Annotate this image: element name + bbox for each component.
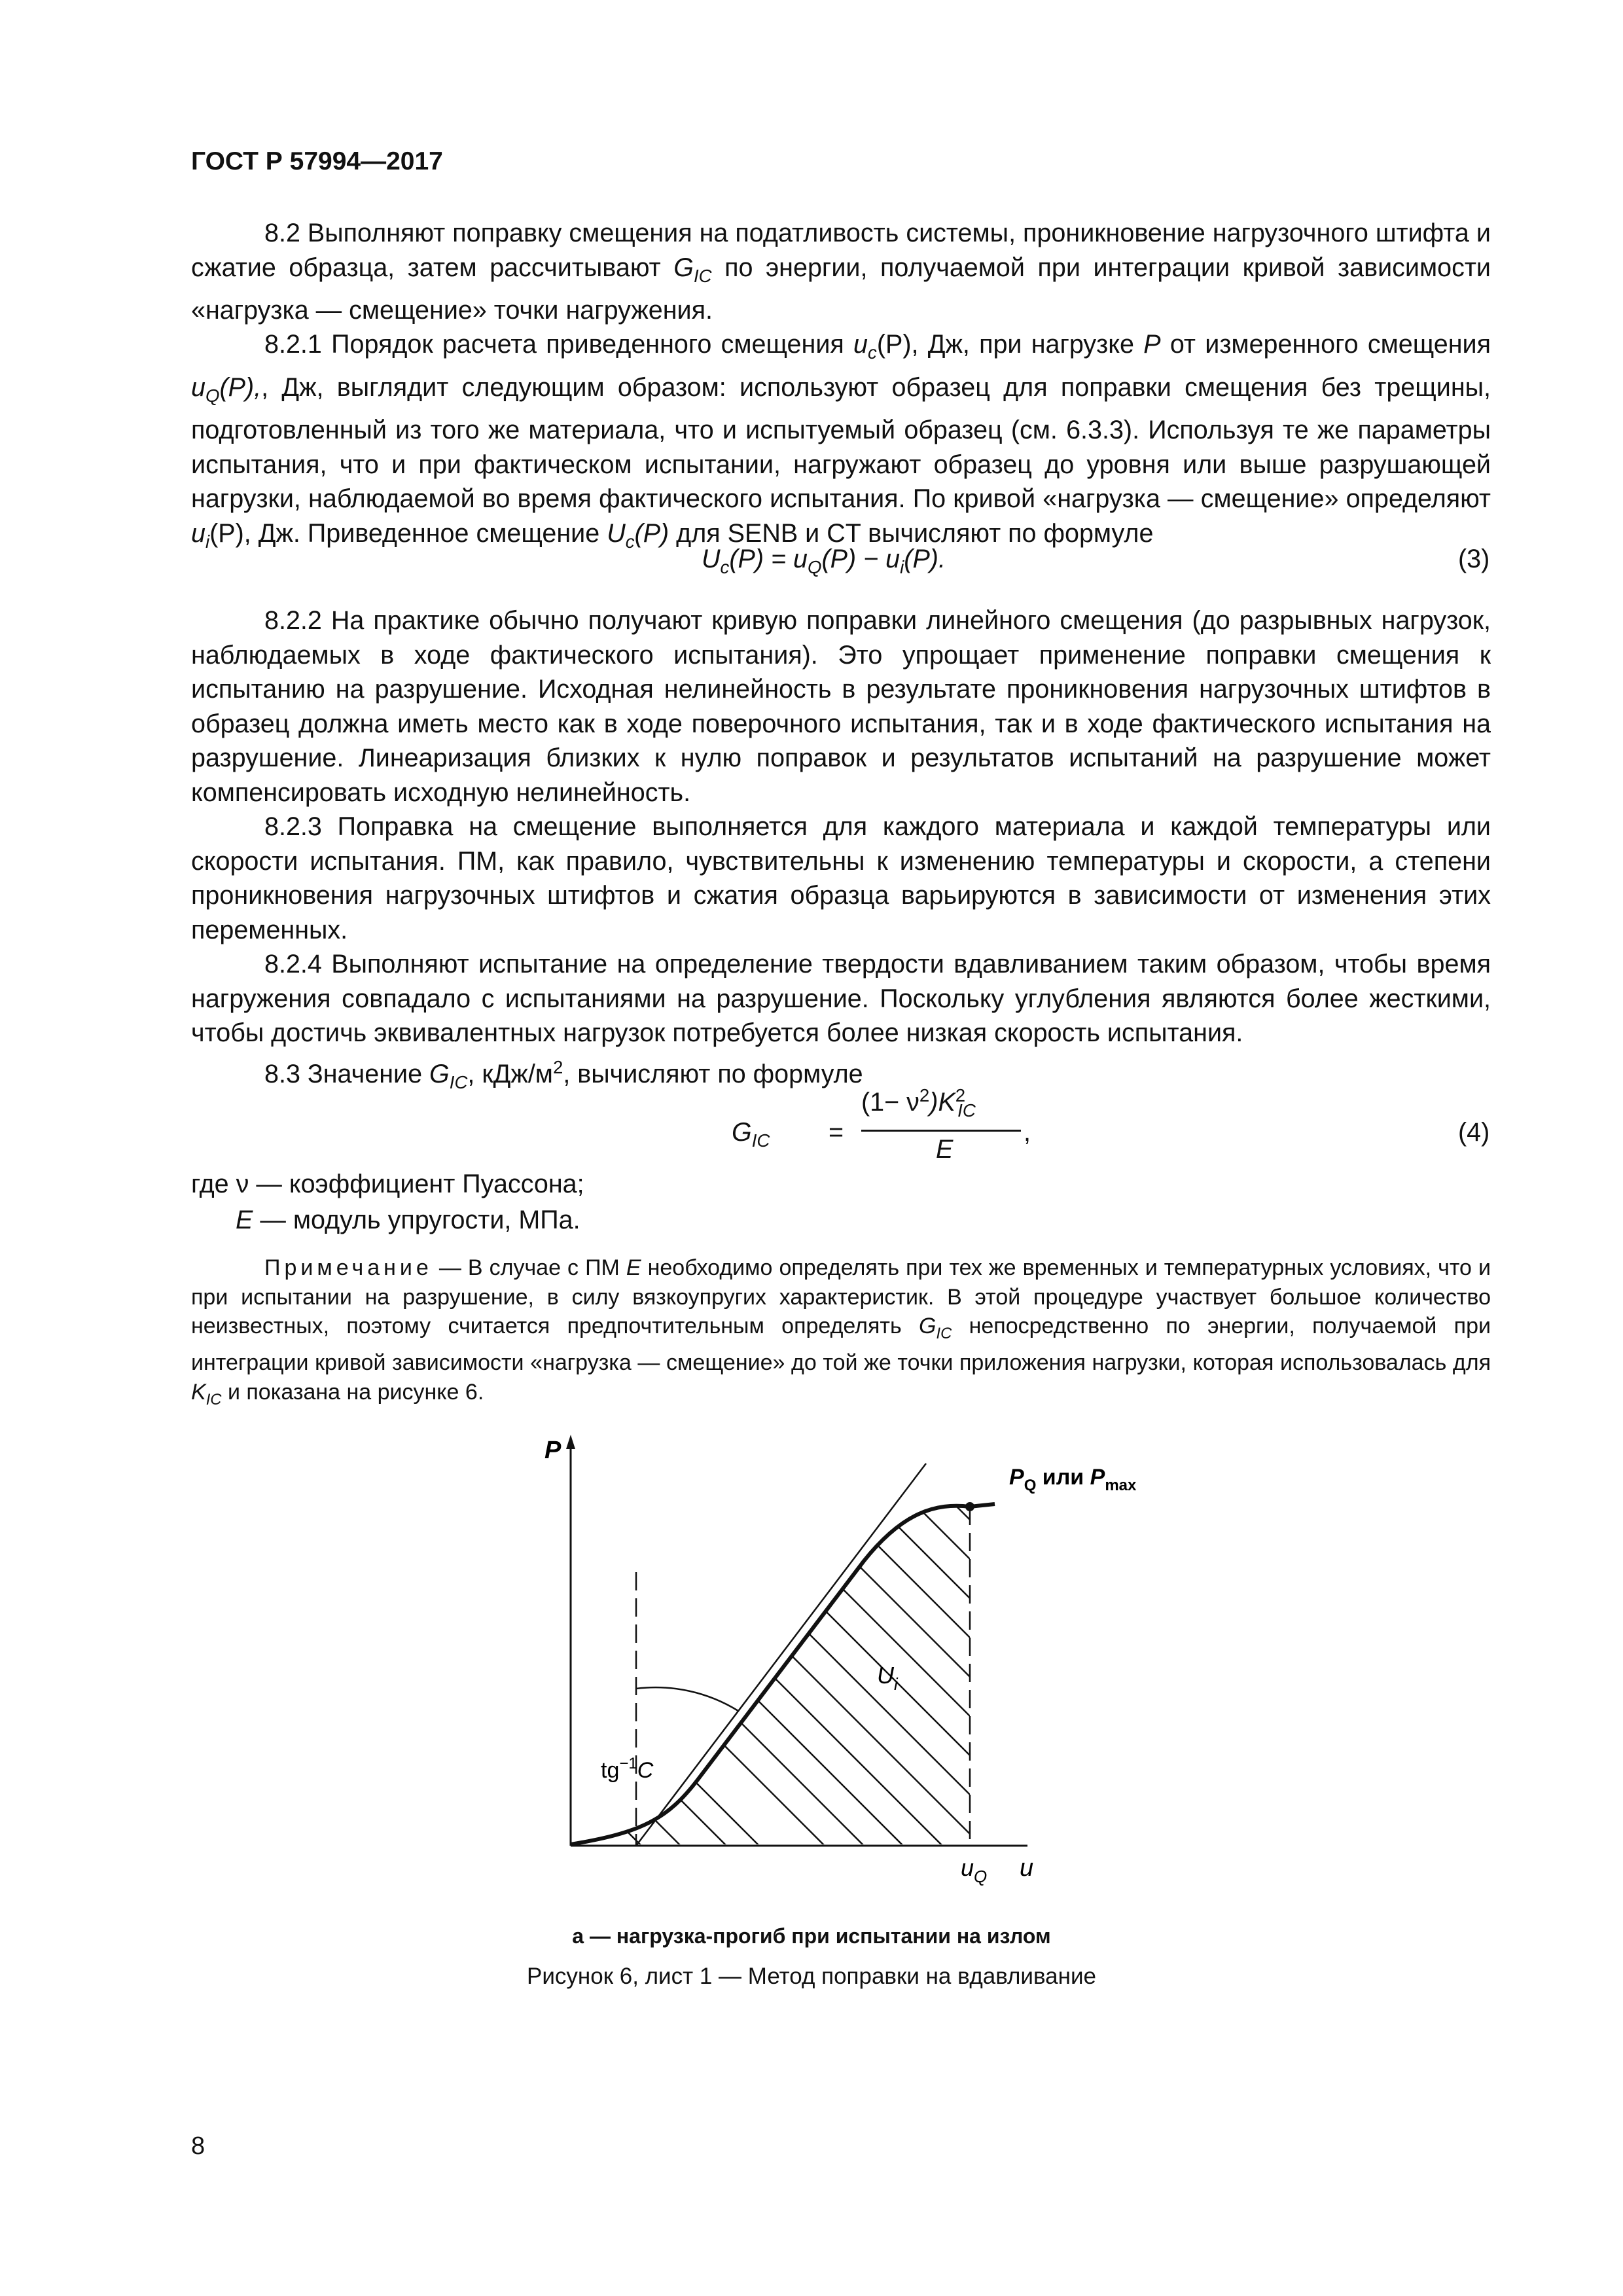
formula-3-number: (3) <box>1458 545 1490 573</box>
document-code-header: ГОСТ Р 57994—2017 <box>191 147 443 175</box>
load-displacement-curve <box>571 1504 995 1844</box>
paragraph-8-2: 8.2 Выполняют поправку смещения на податливость системы, проникновение нагрузочного штифта и сжатие образца, затем рассчитывают $G_{IC}$ по энергии, получаемой при интеграции кривой зависимости «нагрузка — смещение» точки нагружения. <box>191 219 1491 325</box>
pq-point <box>965 1502 974 1511</box>
angle-arc <box>636 1687 738 1711</box>
pq-pmax-label: $P_Q$ или $P_{max}$ <box>1009 1465 1137 1494</box>
paragraph-8-2-4: 8.2.4 Выполняют испытание на определение твердости вдавливанием таким образом, чтобы время нагружения совпадало с испытаниями на разрушение. Поскольку углубления являются более жесткими, чтобы достичь эквивалентных нагрузок потребуется более низкая скорость испытания. <box>191 950 1491 1047</box>
formula-4: $G_{IC}$ = $(1- \nu^2)K^2_{IC}$ E , <box>732 1085 1031 1164</box>
y-axis-label: P <box>544 1437 562 1464</box>
page-number: 8 <box>191 2132 205 2160</box>
uq-label: $u_Q$ <box>961 1854 988 1886</box>
tg-label: $tg^{-1}C$ <box>601 1755 654 1783</box>
x-axis-label: u <box>1020 1854 1034 1882</box>
figure-subcaption: а — нагрузка-прогиб при испытании на излом <box>572 1924 1051 1948</box>
figure-caption: Рисунок 6, лист 1 — Метод поправки на вдавливание <box>527 1964 1096 1989</box>
main-text-continued <box>191 603 1491 1100</box>
paragraph-8-2-3: 8.2.3 Поправка на смещение выполняется для каждого материала и каждой температуры или скорости испытания. ПМ, как правило, чувствительны к изменению температуры и скорости, а степени проникновения нагрузочных штифтов и сжатия образца варьируются в зависимости от изменения этих переменных. <box>191 812 1491 944</box>
hatch-area <box>563 1427 1165 1846</box>
formula-3: $U_c(P) = u_Q(P) - u_i(P)$. <box>702 545 946 577</box>
paragraph-8-2-1: 8.2.1 Порядок расчета приведенного смещения $u_c(P)$, Дж, при нагрузке P от измеренного смещения $u_Q(P)$,, Дж, выглядит следующим образом: используют образец для поправки смещения без трещины, подготовленный из того же материала, что и испытуемый образец (см. 6.3.3). Используя те же параметры испытания, что и при фактическом испытании, нагружают образец до уровня или выше разрушающей нагрузки, наблюдаемой во время фактического испытания. По кривой «нагрузка — смещение» определяют $u_i(P)$, Дж. Приведенное смещение $U_c(P)$ для SENB и CT вычисляют по формуле <box>191 330 1491 552</box>
paragraph-8-3: 8.3 Значение $G_{IC}$, кДж/$м^2$, вычисляют по формуле <box>264 1056 863 1092</box>
main-text <box>191 216 1491 559</box>
tangent-line <box>636 1463 926 1846</box>
figure-6-diagram <box>510 1427 1165 1898</box>
paragraph-8-2-2: 8.2.2 На практике обычно получают кривую поправки линейного смещения (до разрывных нагрузок, наблюдаемых в ходе фактического испытания). Это упрощает применение поправки смещения к испытанию на разрушение. Исходная нелинейность в результате проникновения нагрузочных штифтов в образец должна иметь место как в ходе поверочного испытания, так и в ходе фактического испытания на разрушение. Линеаризация близких к нулю поправок и результатов испытаний на разрушение может компенсировать исходную нелинейность. <box>191 606 1491 807</box>
where-block: где ν — коэффициент Пуассона; E — модуль упругости, МПа. <box>191 1170 584 1234</box>
note-block: Примечание — В случае с ПМ E необходимо определять при тех же временных и температурных условиях, что и при испытании на разрушение, в силу вязкоупругих характеристик. В этой процедуре участвует большое количество неизвестных, поэтому считается предпочтительным определять $G_{IC}$ непосредственно по энергии, получаемой при интеграции кривой зависимости «нагрузка — смещение» до той же точки приложения нагрузки, которая использовалась для $K_{IC}$ и показана на рисунке 6. <box>191 1255 1491 1408</box>
ui-label: $U_i$ <box>877 1662 898 1694</box>
y-axis-arrow-icon <box>566 1435 575 1449</box>
formula-4-number: (4) <box>1458 1118 1490 1147</box>
